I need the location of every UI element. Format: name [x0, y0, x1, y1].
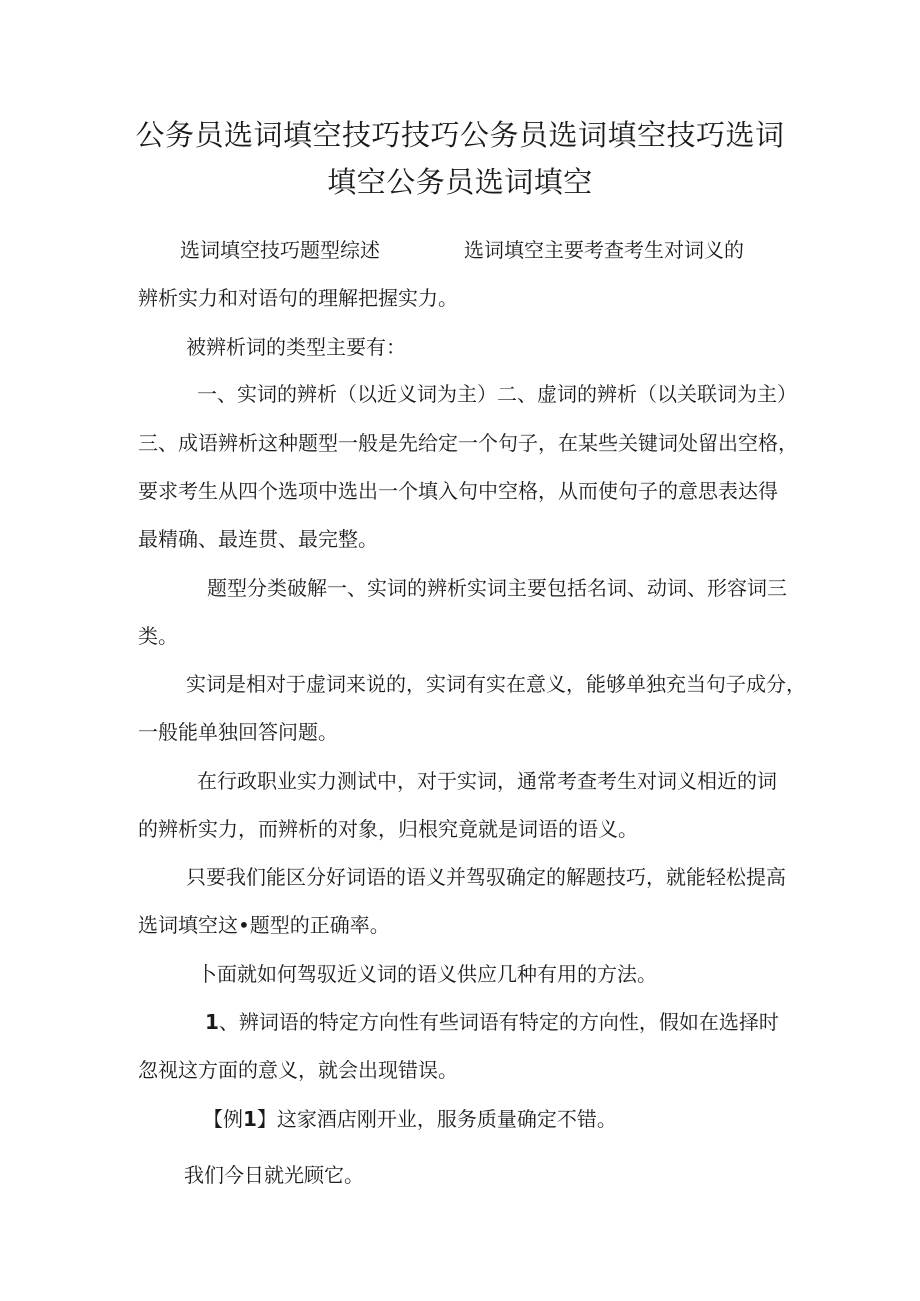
types-line-4: 最精确、最连贯、最完整。: [138, 527, 378, 551]
doc-title-line-1: 公务员选词填空技巧技巧公务员选词填空技巧选词: [135, 118, 785, 152]
section-line-1: 题型分类破解一、实词的辨析实词主要包括名词、动词、形容词三: [207, 576, 787, 600]
doc-title-line-2: 填空公务员选词填空: [327, 165, 593, 199]
point-1-line-2: 忽视这方面的意义，就会出现错误。: [138, 1058, 458, 1082]
types-line-1: 一、实词的辨析（以近义词为主）二、虚词的辨析（以关联词为主）: [197, 382, 797, 406]
types-intro: 被辨析词的类型主要有：: [186, 335, 406, 359]
overview-heading: 选词填空技巧题型综述: [180, 238, 380, 262]
master-line-1: 只要我们能区分好词语的语义并驾驭确定的解题技巧，就能轻松提高: [186, 865, 786, 889]
example-text: 】这家酒店刚开业，服务质量确定不错。: [256, 1107, 617, 1131]
example-number: 1: [243, 1107, 257, 1131]
test-line-2: 的辨析实力，而辨析的对象，归根究竟就是词语的语义。: [138, 817, 638, 841]
example-continuation: 我们今日就光顾它。: [184, 1163, 364, 1187]
shici-line-1: 实词是相对于虚词来说的，实词有实在意义，能够单独充当句子成分，: [186, 672, 806, 696]
section-line-2: 类。: [138, 624, 178, 648]
point-1-line-1: [205, 1008, 779, 1036]
types-line-2: 三、成语辨析这种题型一般是先给定一个句子，在某些关键词处留出空格，: [138, 431, 798, 455]
overview-text-2: 辨析实力和对语句的理解把握实力。: [138, 286, 458, 310]
types-line-3: 要求考生从四个选项中选出一个填入句中空格，从而使句子的意思表达得: [138, 479, 778, 503]
example-open: 【例: [203, 1107, 243, 1131]
test-line-1: 在行政职业实力测试中，对于实词，通常考查考生对词义相近的词: [197, 769, 777, 793]
example-1: [203, 1105, 617, 1133]
master-line-2: 选词填空这•题型的正确率。: [138, 913, 390, 937]
point-1-number: 1: [205, 1010, 219, 1034]
overview-text-1: 选词填空主要考查考生对词义的: [464, 238, 744, 262]
shici-line-2: 一般能单独回答问题。: [138, 720, 338, 744]
point-1-text: 、辨词语的特定方向性有些词语有特定的方向性，假如在选择时: [218, 1010, 779, 1034]
method-intro: 卜面就如何驾驭近义词的语义供应几种有用的方法。: [197, 962, 657, 986]
